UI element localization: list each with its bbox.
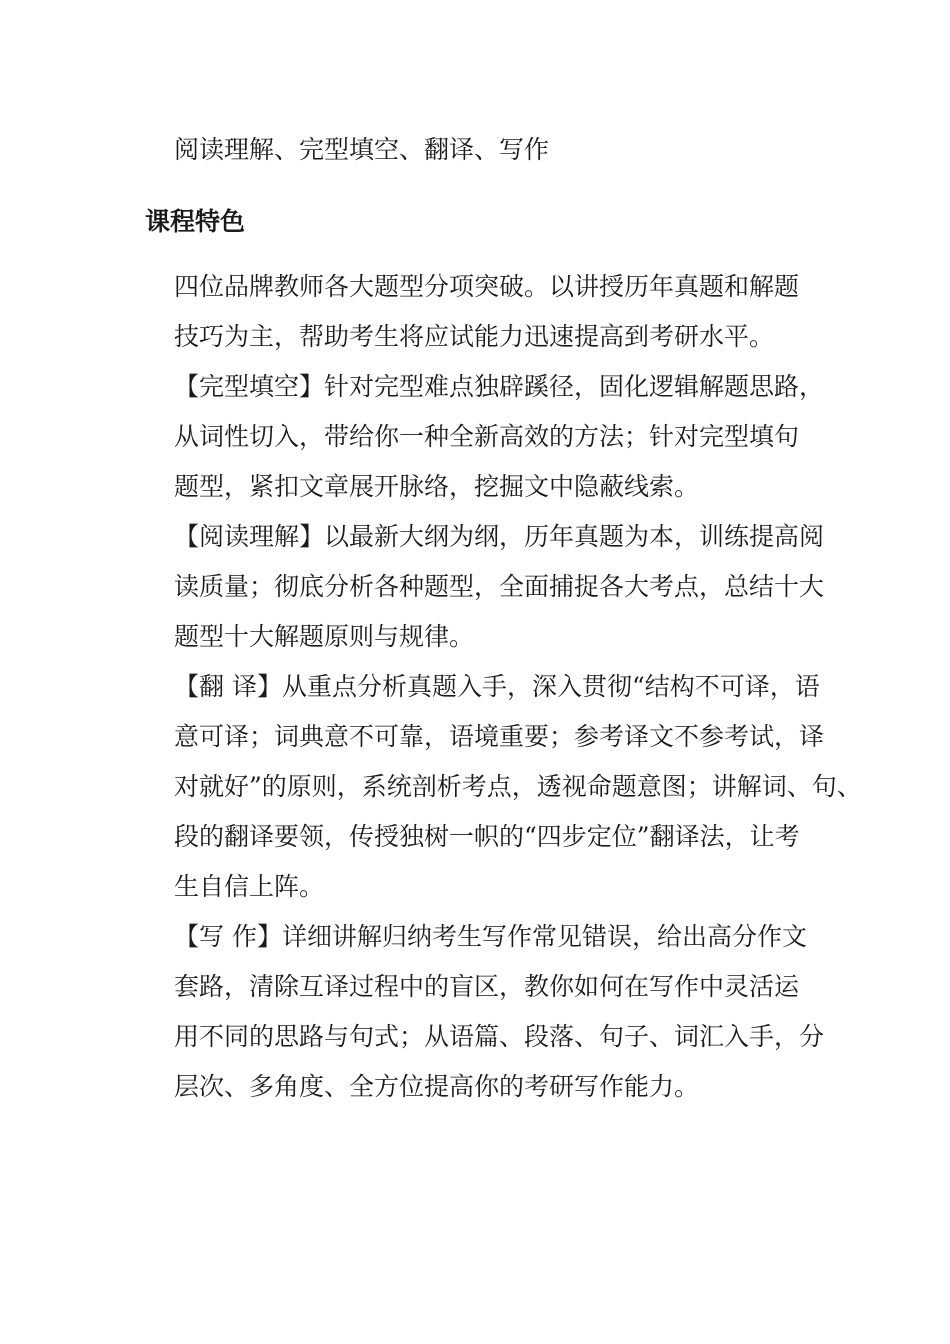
text-line: 层次、多角度、全方位提高你的考研写作能力。: [174, 1072, 700, 1101]
text-line: 题型十大解题原则与规律。: [174, 622, 475, 651]
text-line: 【阅读理解】以最新大纲为纲，历年真题为本，训练提高阅: [174, 522, 825, 551]
text-line: 【写 作】详细讲解归纳考生写作常见错误，给出高分作文: [174, 922, 807, 951]
text-line: 四位品牌教师各大题型分项突破。以讲授历年真题和解题: [174, 272, 800, 301]
paragraph-writing: [174, 912, 834, 1112]
text-line: 生自信上阵。: [174, 872, 325, 901]
paragraph-translation: [174, 662, 862, 912]
paragraph-cloze: [174, 362, 834, 512]
paragraph-overview: [174, 262, 834, 362]
paragraph-reading: [174, 512, 834, 662]
text-line: 读质量；彻底分析各种题型，全面捕捉各大考点，总结十大: [174, 572, 825, 601]
text-line: 用不同的思路与句式；从语篇、段落、句子、词汇入手，分: [174, 1022, 825, 1051]
text-line: 【完型填空】针对完型难点独辟蹊径，固化逻辑解题思路，: [174, 372, 825, 401]
section-heading: 课程特色: [145, 207, 246, 236]
intro-line: 阅读理解、完型填空、翻译、写作: [174, 135, 550, 164]
text-line: 对就好”的原则，系统剖析考点，透视命题意图；讲解词、句、: [174, 772, 862, 801]
text-line: 意可译；词典意不可靠，语境重要；参考译文不参考试，译: [174, 722, 825, 751]
course-features-body: [174, 262, 862, 1112]
text-line: 题型，紧扣文章展开脉络，挖掘文中隐蔽线索。: [174, 472, 700, 501]
text-line: 【翻 译】从重点分析真题入手，深入贯彻“结构不可译，语: [174, 672, 820, 701]
text-line: 从词性切入，带给你一种全新高效的方法；针对完型填句: [174, 422, 800, 451]
text-line: 技巧为主，帮助考生将应试能力迅速提高到考研水平。: [174, 322, 775, 351]
text-line: 段的翻译要领，传授独树一帜的“四步定位”翻译法，让考: [174, 822, 800, 851]
text-line: 套路，清除互译过程中的盲区，教你如何在写作中灵活运: [174, 972, 800, 1001]
